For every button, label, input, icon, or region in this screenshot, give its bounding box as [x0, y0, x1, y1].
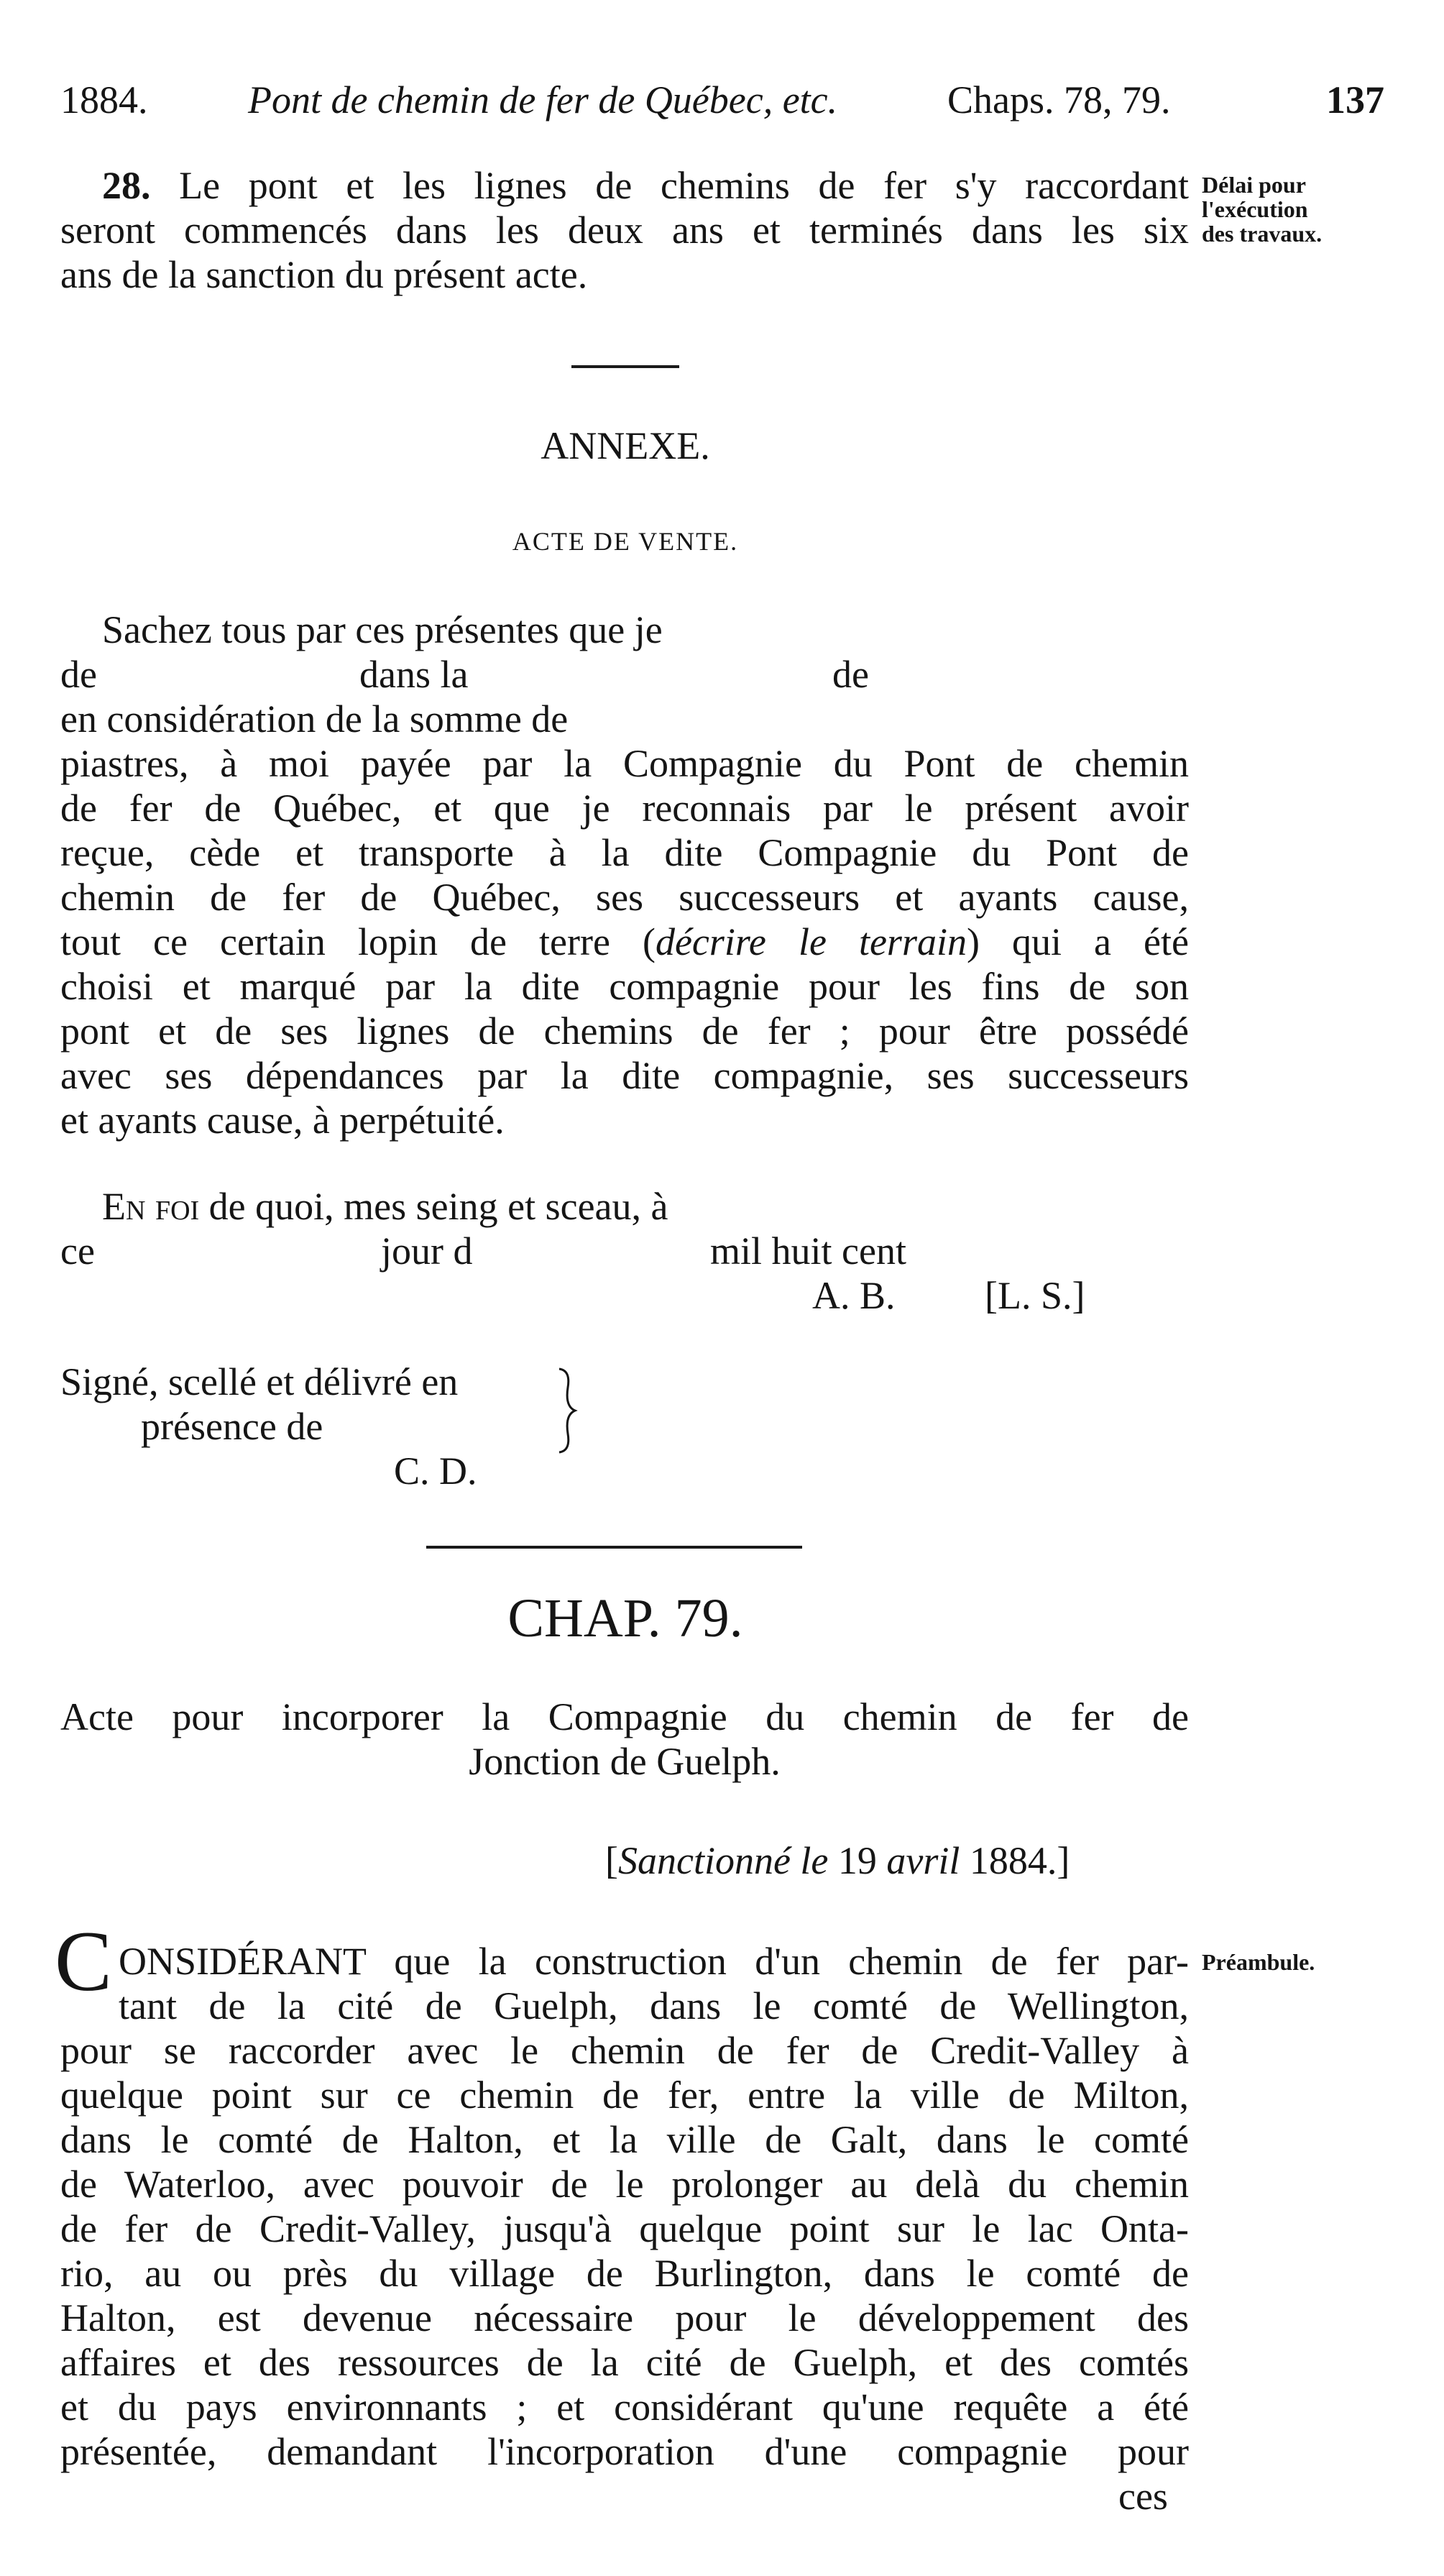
deed-line-2-c: de: [832, 653, 869, 696]
annexe-title: ANNEXE.: [541, 424, 710, 467]
deed-line-2-b: dans la: [359, 653, 469, 696]
deed-line-10: pont et de ses lignes de chemins de fer ; pour être possédé: [60, 1009, 1189, 1053]
header-year: 1884.: [60, 78, 148, 122]
deed-line-7: chemin de fer de Québec, ses successeurs et ayants cause,: [60, 876, 1189, 919]
deed-line-4: piastres, à moi payée par la Compagnie du Pont de chemin: [60, 742, 1189, 785]
witness-line-2-a: ce: [60, 1229, 95, 1273]
header-chapters: Chaps. 78, 79.: [947, 78, 1171, 122]
act-title-line-1: Acte pour incorporer la Compagnie du chemin de fer de: [60, 1695, 1189, 1738]
preamble-line-10: affaires et des ressources de la cité de Guelph, et des comtés: [60, 2341, 1189, 2384]
section-28-line-1: 28. Le pont et les lignes de chemins de fer s'y raccordant: [102, 164, 1189, 207]
deed-line-2-a: de: [60, 653, 97, 696]
chapter-heading: CHAP. 79.: [507, 1588, 743, 1649]
preamble-line-7: de fer de Credit-Valley, jusqu'à quelque point sur le lac Onta-: [60, 2207, 1189, 2250]
signed-line-1: Signé, scellé et délivré en: [60, 1360, 459, 1403]
preamble-line-3: pour se raccorder avec le chemin de fer de Credit-Valley à: [60, 2029, 1189, 2072]
preamble-line-6: de Waterloo, avec pouvoir de le prolonger au delà du chemin: [60, 2163, 1189, 2206]
deed-italic-phrase: décrire le terrain: [655, 920, 967, 963]
witness-line-2-b: jour d: [381, 1229, 473, 1273]
deed-line-6: reçue, cède et transporte à la dite Compagnie du Pont de: [60, 831, 1189, 874]
section-number: 28.: [102, 164, 151, 207]
deed-line-1: Sachez tous par ces présentes que je: [102, 608, 663, 651]
deed-line-5: de fer de Québec, et que je reconnais par le présent avoir: [60, 787, 1189, 830]
signed-line-2: présence de: [141, 1405, 323, 1448]
witness-line-2-c: mil huit cent: [710, 1229, 906, 1273]
brace-icon: [555, 1366, 579, 1455]
preamble-line-8: rio, au ou près du village de Burlington, dans le comté de: [60, 2252, 1189, 2295]
sanction-date: [Sanctionné le 19 avril 1884.]: [605, 1839, 1070, 1882]
catchword: ces: [1118, 2475, 1168, 2518]
preamble-line-12: présentée, demandant l'incorporation d'une compagnie pour: [60, 2430, 1189, 2473]
seal-mark: [L. S.]: [985, 1274, 1085, 1317]
deed-line-11: avec ses dépendances par la dite compagnie, ses successeurs: [60, 1054, 1189, 1097]
chapter-divider: [426, 1546, 802, 1549]
drop-cap: C: [55, 1913, 113, 2009]
section-28-line-3: ans de la sanction du présent acte.: [60, 253, 588, 296]
preamble-line-2: tant de la cité de Guelph, dans le comté de Wellington,: [119, 1984, 1189, 2027]
page-number: 137: [1326, 78, 1384, 122]
preamble-line-11: et du pays environnants ; et considérant qu'une requête a été: [60, 2385, 1189, 2429]
witness-line-1: En foi de quoi, mes seing et sceau, à: [102, 1185, 668, 1228]
header-title: Pont de chemin de fer de Québec, etc.: [248, 78, 838, 122]
margin-note-preambule: Préambule.: [1202, 1949, 1315, 1975]
deed-line-8: tout ce certain lopin de terre (décrire le terrain) qui a été: [60, 920, 1189, 963]
act-title-line-2: Jonction de Guelph.: [469, 1740, 781, 1783]
witness-name: C. D.: [394, 1449, 477, 1493]
margin-note-delai: Délai pour l'exécution des travaux.: [1202, 172, 1323, 247]
signatory: A. B.: [812, 1274, 896, 1317]
preamble-line-9: Halton, est devenue nécessaire pour le développement des: [60, 2296, 1189, 2339]
preamble-line-1: ONSIDÉRANT que la construction d'un chemin de fer par-: [119, 1940, 1189, 1983]
section-divider: [571, 365, 679, 368]
preamble-line-5: dans le comté de Halton, et la ville de Galt, dans le comté: [60, 2118, 1189, 2161]
deed-line-3: en considération de la somme de: [60, 697, 569, 741]
deed-line-12: et ayants cause, à perpétuité.: [60, 1099, 505, 1142]
annexe-subtitle: ACTE DE VENTE.: [512, 527, 739, 556]
section-28-line-2: seront commencés dans les deux ans et terminés dans les six: [60, 208, 1189, 252]
deed-line-9: choisi et marqué par la dite compagnie pour les fins de son: [60, 965, 1189, 1008]
preamble-line-4: quelque point sur ce chemin de fer, entre la ville de Milton,: [60, 2073, 1189, 2117]
